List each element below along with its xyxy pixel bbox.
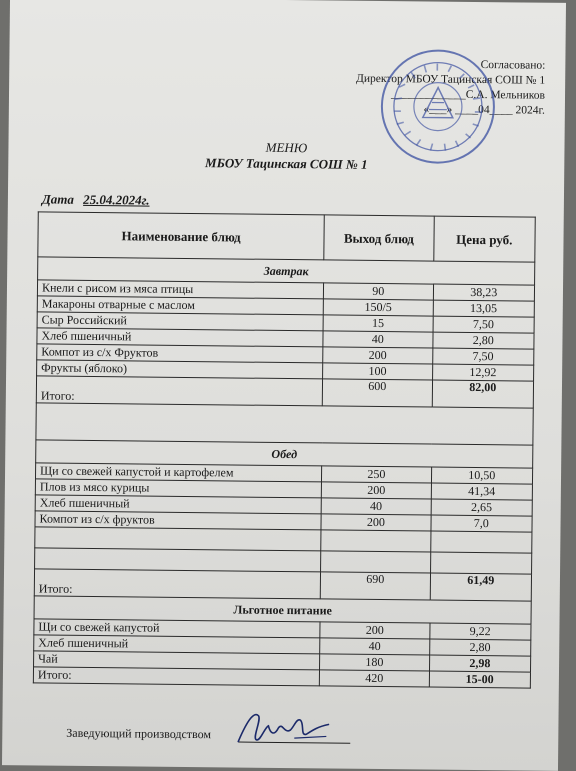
dish-qty: 180 xyxy=(320,654,430,671)
dish-price: 2,98 xyxy=(429,655,531,672)
dish-qty: 200 xyxy=(323,347,433,364)
dish-name: Чай xyxy=(34,651,320,670)
dish-name: Сыр Российский xyxy=(37,312,323,331)
table-header-row xyxy=(38,212,535,262)
dish-price: 12,92 xyxy=(432,364,534,381)
school-name: МБОУ Тацинская СОШ № 1 xyxy=(205,155,368,172)
dish-price: 41,34 xyxy=(431,483,533,500)
dish-name: Хлеб пшеничный xyxy=(35,495,321,514)
date-line xyxy=(42,191,150,208)
dish-price: 9,22 xyxy=(429,623,531,640)
section-title: Льготное питание xyxy=(34,596,531,624)
total-label: Итого: xyxy=(33,667,319,686)
dish-price: 2,65 xyxy=(431,499,533,516)
dish-name: Хлеб пшеничный xyxy=(34,635,320,654)
approval-line-1: Согласовано: xyxy=(480,59,546,72)
section-title: Обед xyxy=(36,440,533,468)
dish-price: 13,05 xyxy=(433,300,535,317)
signature-icon xyxy=(234,708,330,749)
approval-line-4: «___» ____04____ 2024г. xyxy=(423,103,545,117)
dish-name: Макароны отварные с маслом xyxy=(37,296,323,315)
total-qty: 420 xyxy=(319,670,429,687)
total-price: 61,49 xyxy=(430,573,532,601)
dish-price: 10,50 xyxy=(431,467,533,484)
approval-line-2: Директор МБОУ Тацинская СОШ № 1 xyxy=(356,72,546,87)
section-title: Завтрак xyxy=(38,257,535,285)
dish-price: 2,80 xyxy=(429,639,531,656)
spacer-row xyxy=(36,403,533,445)
total-qty: 690 xyxy=(320,572,430,600)
dish-qty: 15 xyxy=(323,315,433,332)
dish-name: Хлеб пшеничный xyxy=(37,328,323,347)
dish-qty: 200 xyxy=(321,482,431,499)
dish-qty: 150/5 xyxy=(323,299,433,316)
dish-price: 7,50 xyxy=(433,316,535,333)
page-title: МЕНЮ xyxy=(265,139,308,156)
dish-price: 38,23 xyxy=(433,284,535,301)
menu-sheet xyxy=(2,0,566,771)
column-header-price: Цена руб. xyxy=(433,216,535,262)
dish-qty: 200 xyxy=(320,622,430,639)
dish-name: Компот из с/х фруктов xyxy=(35,511,321,530)
total-label: Итого: xyxy=(34,569,320,599)
dish-name: Кнели с рисом из мяса птицы xyxy=(37,280,323,299)
total-price: 82,00 xyxy=(432,380,534,408)
dish-qty: 90 xyxy=(324,283,434,300)
dish-name: Щи со свежей капустой xyxy=(34,619,320,638)
date-label: Дата xyxy=(41,191,75,207)
dish-qty: 40 xyxy=(323,331,433,348)
column-header-name: Наименование блюд xyxy=(38,212,325,260)
footer-label: Заведующий производством xyxy=(66,725,212,742)
dish-qty: 250 xyxy=(322,466,432,483)
total-price: 15-00 xyxy=(429,671,531,688)
dish-price: 7,50 xyxy=(432,348,534,365)
dish-name: Плов из мясо курицы xyxy=(35,479,321,498)
dish-name: Фрукты (яблоко) xyxy=(37,360,323,379)
date-value: 25.04.2024г. xyxy=(83,191,150,208)
menu-table xyxy=(33,211,536,688)
dish-qty: 200 xyxy=(321,514,431,531)
dish-price: 2,80 xyxy=(432,332,534,349)
dish-name: Щи со свежей капустой и картофелем xyxy=(35,463,321,482)
total-label: Итого: xyxy=(36,376,322,406)
dish-qty: 100 xyxy=(323,363,433,380)
dish-qty: 40 xyxy=(320,638,430,655)
dish-price: 7,0 xyxy=(431,515,533,532)
column-header-qty: Выход блюд xyxy=(324,215,434,261)
approval-line-3: _____________С.А. Мельников xyxy=(390,88,546,102)
dish-name: Компот из с/х Фруктов xyxy=(37,344,323,363)
total-qty: 600 xyxy=(322,379,432,407)
dish-qty: 40 xyxy=(321,498,431,515)
